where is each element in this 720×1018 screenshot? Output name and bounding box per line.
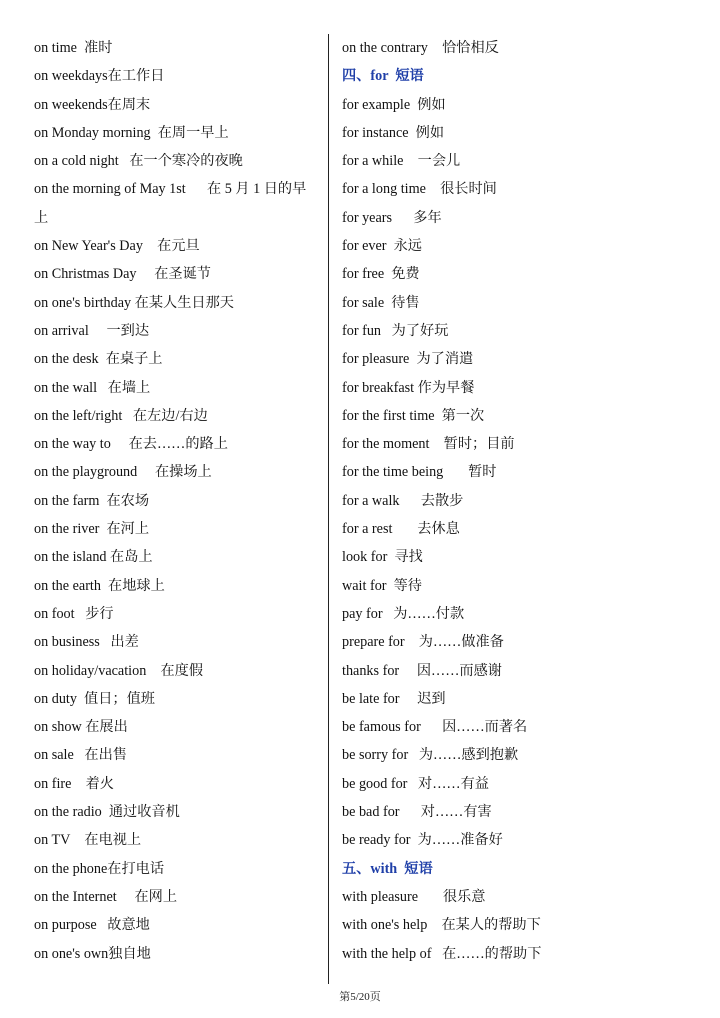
phrase-entry: on purpose 故意地 <box>34 917 150 934</box>
phrase-entry: on sale 在出售 <box>34 747 127 764</box>
phrase-entry: for a walk 去散步 <box>342 492 464 509</box>
phrase-entry: on weekends在周末 <box>34 96 151 113</box>
phrase-entry: with the help of 在……的帮助下 <box>342 945 542 962</box>
page-number: 第5/20页 <box>339 991 381 1003</box>
phrase-entry: on business 出差 <box>34 634 139 651</box>
phrase-entry: on the playground 在操场上 <box>34 464 212 481</box>
phrase-entry: for instance 例如 <box>342 124 445 141</box>
phrase-entry: for the time being 暂时 <box>342 464 497 481</box>
phrase-entry: look for 寻找 <box>342 549 423 566</box>
phrase-entry: on the island 在岛上 <box>34 549 153 566</box>
phrase-entry: on the radio 通过收音机 <box>34 804 180 821</box>
phrase-entry: with pleasure 很乐意 <box>342 888 486 905</box>
phrase-entry: for example 例如 <box>342 96 446 113</box>
phrase-entry: on Monday morning 在周一早上 <box>34 124 229 141</box>
phrase-entry: be ready for 为……准备好 <box>342 832 503 849</box>
phrase-entry: on Christmas Day 在圣诞节 <box>34 266 211 283</box>
phrase-entry: for breakfast 作为早餐 <box>342 379 475 396</box>
phrase-entry: be famous for 因……而著名 <box>342 719 528 736</box>
right-phrase-column <box>342 34 692 968</box>
phrase-entry: on the farm 在农场 <box>34 492 150 509</box>
phrase-entry: for pleasure 为了消遣 <box>342 351 474 368</box>
phrase-entry: on the desk 在桌子上 <box>34 351 163 368</box>
phrase-entry: 上 <box>34 209 49 226</box>
phrase-entry: on duty 值日；值班 <box>34 690 155 707</box>
phrase-entry: on the left/right 在左边/右边 <box>34 407 208 424</box>
phrase-entry: for a long time 很长时间 <box>342 181 497 198</box>
phrase-entry: on show 在展出 <box>34 719 128 736</box>
phrase-entry: on New Year's Day 在元旦 <box>34 238 200 255</box>
phrase-entry: on the wall 在墙上 <box>34 379 151 396</box>
phrase-entry: wait for 等待 <box>342 577 422 594</box>
phrase-entry: on one's birthday 在某人生日那天 <box>34 294 234 311</box>
phrase-entry: prepare for 为……做准备 <box>342 634 504 651</box>
phrase-entry: on a cold night 在一个寒冷的夜晚 <box>34 153 243 170</box>
phrase-entry: for sale 待售 <box>342 294 420 311</box>
column-divider <box>328 34 329 984</box>
phrase-entry: on holiday/vacation 在度假 <box>34 662 204 679</box>
phrase-entry: for a while 一会儿 <box>342 153 461 170</box>
phrase-entry: for free 免费 <box>342 266 420 283</box>
phrase-entry: on the morning of May 1st 在 5 月 1 日的早 <box>34 181 307 198</box>
phrase-entry: on the Internet 在网上 <box>34 888 178 905</box>
phrase-entry: on time 准时 <box>34 40 113 56</box>
phrase-entry: for the first time 第一次 <box>342 407 485 424</box>
phrase-entry: on foot 步行 <box>34 605 114 622</box>
phrase-entry: for a rest 去休息 <box>342 521 460 538</box>
phrase-entry: for fun 为了好玩 <box>342 322 449 339</box>
phrase-entry: on the contrary 恰恰相反 <box>342 40 499 56</box>
phrase-entry: on one's own独自地 <box>34 945 151 962</box>
phrase-entry: be good for 对……有益 <box>342 775 489 792</box>
phrase-entry: on the way to 在去……的路上 <box>34 436 228 453</box>
phrase-entry: be sorry for 为……感到抱歉 <box>342 747 519 764</box>
phrase-entry: on the phone在打电话 <box>34 860 165 877</box>
phrase-entry: on fire 着火 <box>34 775 114 792</box>
phrase-entry: with one's help 在某人的帮助下 <box>342 917 541 934</box>
section-heading: 四、for 短语 <box>342 68 424 85</box>
phrase-entry: on weekdays在工作日 <box>34 68 165 85</box>
phrase-entry: pay for 为……付款 <box>342 605 465 622</box>
phrase-entry: on arrival 一到达 <box>34 322 150 339</box>
phrase-entry: for the moment 暂时；目前 <box>342 436 515 453</box>
phrase-entry: be late for 迟到 <box>342 690 446 707</box>
phrase-entry: be bad for 对……有害 <box>342 804 492 821</box>
phrase-entry: thanks for 因……而感谢 <box>342 662 502 679</box>
phrase-entry: on the earth 在地球上 <box>34 577 165 594</box>
phrase-entry: for ever 永远 <box>342 238 422 255</box>
phrase-entry: on the river 在河上 <box>34 521 150 538</box>
phrase-entry: on TV 在电视上 <box>34 832 142 849</box>
phrase-entry: for years 多年 <box>342 209 442 226</box>
left-phrase-column <box>34 34 324 968</box>
section-heading: 五、with 短语 <box>342 860 433 877</box>
